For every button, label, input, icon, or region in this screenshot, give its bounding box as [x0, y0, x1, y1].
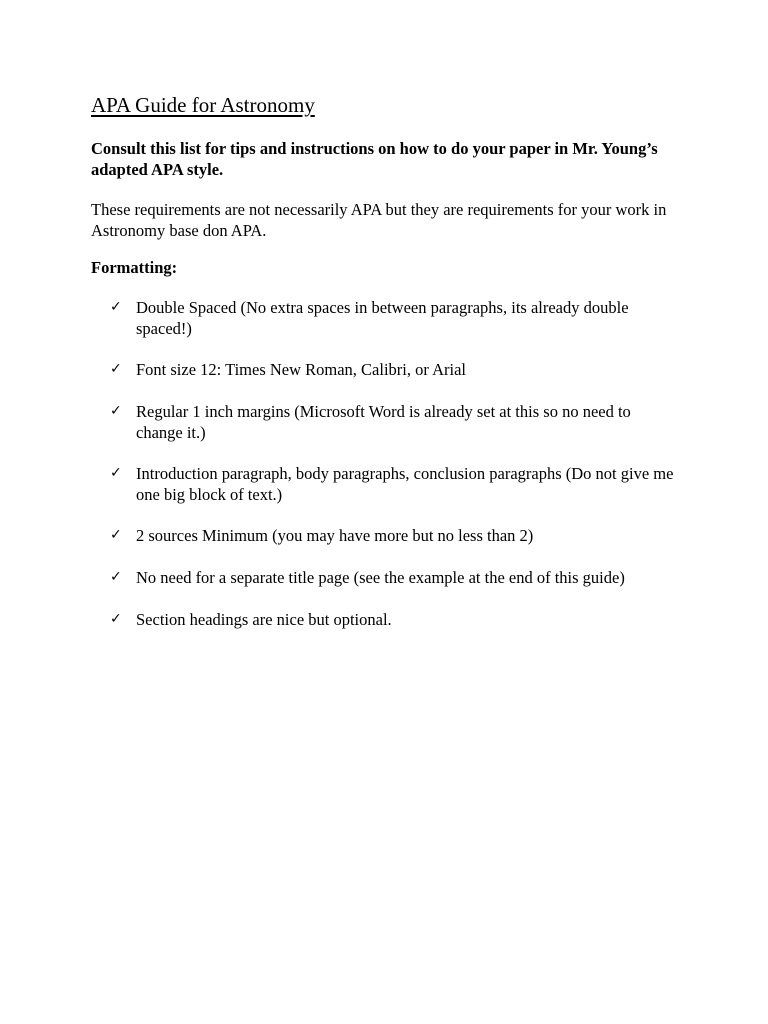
document-subtitle: Consult this list for tips and instructions on how to do your paper in Mr. Young’s adapted APA style. — [91, 139, 658, 179]
checklist-item-text: Double Spaced (No extra spaces in between paragraphs, its already double spaced!) — [136, 298, 629, 338]
checklist-item — [110, 359, 680, 380]
checklist-item — [110, 463, 680, 505]
checklist-item — [110, 297, 680, 339]
checkmark-icon: ✓ — [110, 403, 122, 419]
checklist-item-text: No need for a separate title page (see the example at the end of this guide) — [136, 568, 625, 587]
checklist-item-text: Section headings are nice but optional. — [136, 610, 392, 629]
checklist-item-text: Introduction paragraph, body paragraphs, conclusion paragraphs (Do not give me one big block of text.) — [136, 464, 674, 504]
checkmark-icon: ✓ — [110, 611, 122, 627]
checkmark-icon: ✓ — [110, 569, 122, 585]
formatting-heading: Formatting: — [91, 258, 178, 277]
checklist-item — [110, 401, 680, 443]
intro-paragraph: These requirements are not necessarily APA but they are requirements for your work in Astronomy base don APA. — [91, 200, 667, 240]
checkmark-icon: ✓ — [110, 465, 122, 481]
document-title: APA Guide for Astronomy — [91, 93, 315, 117]
checklist-item-text: Font size 12: Times New Roman, Calibri, or Arial — [136, 360, 466, 379]
checkmark-icon: ✓ — [110, 361, 122, 377]
checklist-item — [110, 525, 680, 546]
checklist-item-text: Regular 1 inch margins (Microsoft Word is already set at this so no need to change it.) — [136, 402, 631, 442]
checklist-item-text: 2 sources Minimum (you may have more but no less than 2) — [136, 526, 534, 545]
checkmark-icon: ✓ — [110, 527, 122, 543]
checklist-item — [110, 567, 680, 588]
checklist-item — [110, 609, 680, 630]
checkmark-icon: ✓ — [110, 299, 122, 315]
